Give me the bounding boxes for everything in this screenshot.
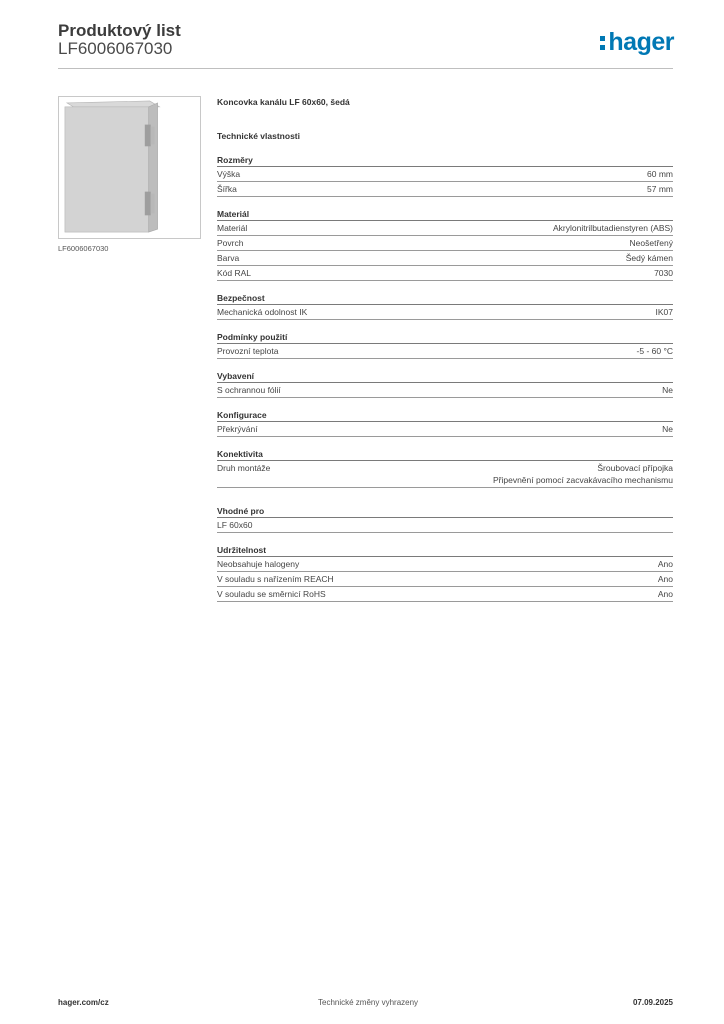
section-title: Vhodné pro	[217, 505, 673, 518]
spec-value	[270, 462, 673, 486]
spec-label: V souladu se směrnicí RoHS	[217, 589, 326, 599]
spec-section	[217, 448, 673, 488]
spec-row	[217, 182, 673, 197]
hager-logo	[600, 28, 674, 56]
section-title: Bezpečnost	[217, 292, 673, 305]
page-title: Produktový list	[58, 21, 181, 40]
footer-date: 07.09.2025	[632, 998, 673, 1007]
spec-label: V souladu s nařízením REACH	[217, 574, 334, 584]
spec-row	[217, 461, 673, 488]
spec-value-line: 7030	[654, 268, 673, 278]
product-illustration	[59, 97, 200, 238]
spec-label: Šířka	[217, 184, 237, 194]
spec-value	[281, 384, 673, 396]
spec-value	[243, 237, 673, 249]
spec-row	[217, 305, 673, 320]
spec-value-line: 60 mm	[647, 169, 673, 179]
spec-label: Materiál	[217, 223, 248, 233]
spec-value	[326, 588, 673, 600]
spec-value	[299, 558, 673, 570]
footer-website-link[interactable]: hager.com/cz	[58, 998, 109, 1007]
spec-value	[240, 168, 673, 180]
section-title: Vybavení	[217, 370, 673, 383]
spec-section	[217, 208, 673, 281]
sustainability-section	[217, 544, 673, 602]
logo-dots-icon	[600, 36, 605, 50]
header-divider	[58, 68, 673, 69]
spec-value	[307, 306, 673, 318]
spec-label: S ochrannou fólií	[217, 385, 281, 395]
spec-row	[217, 422, 673, 437]
spec-label: Povrch	[217, 238, 244, 248]
spec-value-line: Ano	[657, 559, 673, 569]
spec-value	[258, 423, 673, 435]
spec-row	[217, 221, 673, 236]
spec-value	[278, 345, 673, 357]
product-name: Koncovka kanálu LF 60x60, šedá	[217, 97, 350, 107]
spec-value	[334, 573, 673, 585]
sustainability-rows	[217, 557, 673, 602]
spec-sections	[217, 154, 673, 488]
spec-label: Výška	[217, 169, 241, 179]
spec-section	[217, 409, 673, 437]
spec-row	[217, 236, 673, 251]
spec-value	[251, 267, 673, 279]
spec-value	[239, 252, 673, 264]
spec-value-line: Šroubovací přípojka	[597, 463, 673, 473]
spec-row	[217, 557, 673, 572]
spec-value-line: Akrylonitrilbutadienstyren (ABS)	[553, 223, 673, 233]
spec-row	[217, 167, 673, 182]
product-image	[58, 96, 201, 239]
spec-label: Kód RAL	[217, 268, 252, 278]
section-title: Podmínky použití	[217, 331, 673, 344]
spec-row	[217, 251, 673, 266]
spec-value-line: Připevnění pomocí zacvakávacího mechanismu	[492, 475, 673, 485]
spec-value	[247, 222, 673, 234]
suitable-for-value: LF 60x60	[217, 518, 673, 533]
logo-text: hager	[608, 28, 674, 56]
spec-section	[217, 292, 673, 320]
spec-label: Mechanická odolnost IK	[217, 307, 308, 317]
spec-value-line: -5 - 60 °C	[636, 346, 673, 356]
spec-value-line: Neošetřený	[629, 238, 673, 248]
spec-label: Provozní teplota	[217, 346, 279, 356]
spec-label: Druh montáže	[217, 463, 271, 473]
section-title: Konfigurace	[217, 409, 673, 422]
spec-value-line: IK07	[655, 307, 673, 317]
suitable-for-section	[217, 505, 673, 533]
image-caption: LF6006067030	[58, 244, 109, 253]
specs-content	[217, 95, 673, 602]
spec-value-line: Ano	[657, 589, 673, 599]
section-title: Materiál	[217, 208, 673, 221]
spec-row	[217, 572, 673, 587]
spec-value-line: Ano	[657, 574, 673, 584]
spec-section	[217, 154, 673, 197]
spec-value-line: Ne	[662, 424, 673, 434]
spec-row	[217, 344, 673, 359]
spec-row	[217, 383, 673, 398]
footer-notice: Technické změny vyhrazeny	[318, 998, 419, 1007]
section-title: Rozměry	[217, 154, 673, 167]
spec-label: Překrývání	[217, 424, 258, 434]
spec-row	[217, 266, 673, 281]
spec-value-line: Ne	[662, 385, 673, 395]
tech-properties-heading: Technické vlastnosti	[217, 131, 300, 141]
product-code: LF6006067030	[58, 39, 173, 58]
spec-row	[217, 587, 673, 602]
spec-value	[237, 183, 673, 195]
section-title: Konektivita	[217, 448, 673, 461]
section-title: Udržitelnost	[217, 544, 673, 557]
spec-value-line: Šedý kámen	[625, 253, 673, 263]
spec-section	[217, 331, 673, 359]
spec-label: Barva	[217, 253, 240, 263]
spec-label: Neobsahuje halogeny	[217, 559, 300, 569]
spec-value-line: 57 mm	[647, 184, 673, 194]
spec-section	[217, 370, 673, 398]
